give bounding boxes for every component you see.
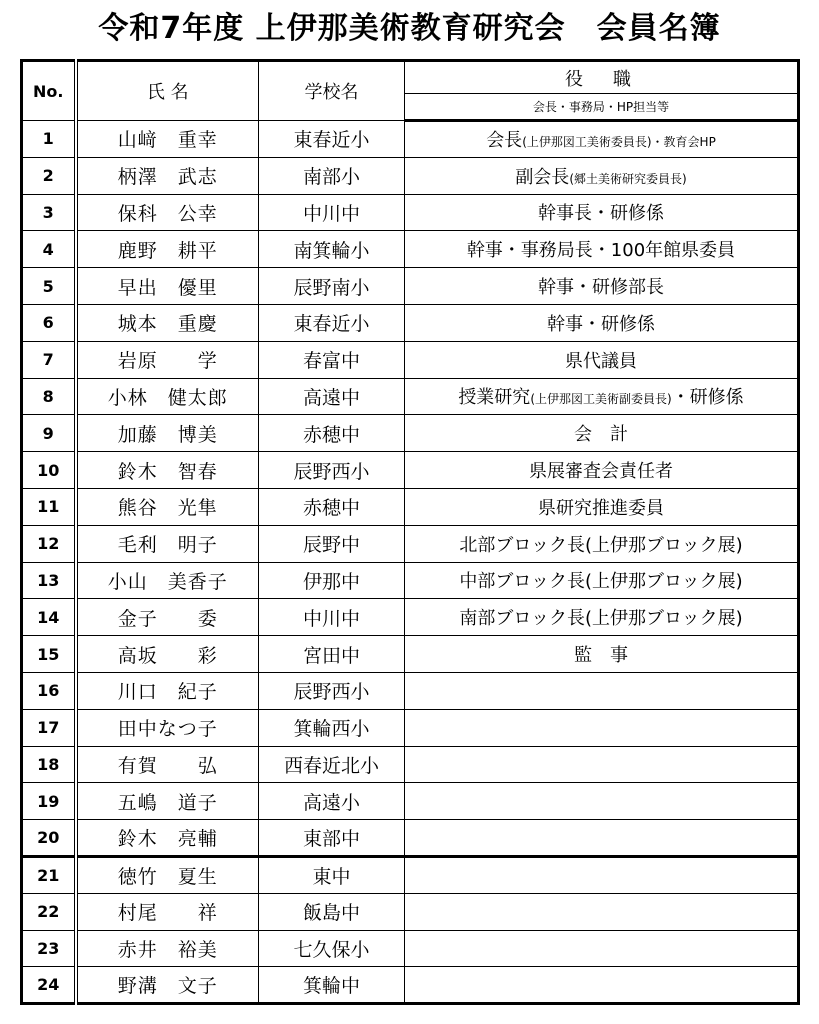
member-school: 東春近小 — [259, 121, 405, 158]
member-no: 6 — [22, 304, 76, 341]
member-no: 11 — [22, 488, 76, 525]
header-no: No. — [22, 61, 76, 121]
member-role — [405, 415, 799, 452]
member-name: 山﨑 重幸 — [76, 121, 259, 158]
member-name: 高坂 彩 — [76, 636, 259, 673]
member-no: 16 — [22, 672, 76, 709]
member-no: 1 — [22, 121, 76, 158]
member-role-text: 北部ブロック長(上伊那ブロック展) — [459, 534, 743, 556]
member-role-note: (上伊那図工美術委員長)・教育会HP — [522, 135, 716, 150]
table-row — [22, 488, 799, 525]
member-name: 野溝 文子 — [76, 967, 259, 1004]
member-role-text: 副会長 — [515, 166, 570, 188]
member-name: 加藤 博美 — [76, 415, 259, 452]
member-role — [405, 231, 799, 268]
member-role-text: 幹事・事務局長・100年館県委員 — [466, 240, 736, 262]
member-name: 有賀 弘 — [76, 746, 259, 783]
member-name: 毛利 明子 — [76, 525, 259, 562]
member-name: 鹿野 耕平 — [76, 231, 259, 268]
member-name: 徳竹 夏生 — [76, 856, 259, 893]
member-name: 田中なつ子 — [76, 709, 259, 746]
member-school: 南部小 — [259, 157, 405, 194]
table-row — [22, 157, 799, 194]
member-no: 4 — [22, 231, 76, 268]
member-no: 24 — [22, 967, 76, 1004]
member-role — [405, 268, 799, 305]
table-row — [22, 452, 799, 489]
member-no: 13 — [22, 562, 76, 599]
member-name: 保科 公幸 — [76, 194, 259, 231]
header-school: 学校名 — [259, 61, 405, 121]
member-school: 伊那中 — [259, 562, 405, 599]
member-role — [405, 709, 799, 746]
member-name: 城本 重慶 — [76, 304, 259, 341]
member-no: 22 — [22, 893, 76, 930]
table-row — [22, 967, 799, 1004]
member-role — [405, 820, 799, 857]
table-row — [22, 231, 799, 268]
table-row — [22, 525, 799, 562]
member-role-text: 幹事・研修部長 — [538, 277, 664, 299]
member-role-text: 幹事長・研修係 — [538, 203, 664, 225]
member-school: 辰野南小 — [259, 268, 405, 305]
member-school: 中川中 — [259, 194, 405, 231]
table-row — [22, 856, 799, 893]
member-school: 高遠小 — [259, 783, 405, 820]
roster-body — [22, 121, 799, 1004]
member-role-text: 幹事・研修係 — [547, 313, 655, 335]
table-row — [22, 820, 799, 857]
table-row — [22, 893, 799, 930]
member-role — [405, 452, 799, 489]
member-role — [405, 194, 799, 231]
table-row — [22, 672, 799, 709]
member-school: 辰野中 — [259, 525, 405, 562]
member-role-note: (郷土美術研究委員長) — [569, 171, 687, 186]
member-name: 赤井 裕美 — [76, 930, 259, 967]
table-row — [22, 709, 799, 746]
member-role-text: 会 計 — [574, 424, 628, 446]
member-name: 柄澤 武志 — [76, 157, 259, 194]
table-row — [22, 304, 799, 341]
header-role: 役 職 — [405, 61, 799, 94]
member-name: 五嶋 道子 — [76, 783, 259, 820]
member-school: 飯島中 — [259, 893, 405, 930]
member-no: 14 — [22, 599, 76, 636]
member-no: 7 — [22, 341, 76, 378]
member-school: 西春近北小 — [259, 746, 405, 783]
member-role — [405, 746, 799, 783]
member-no: 12 — [22, 525, 76, 562]
table-row — [22, 746, 799, 783]
page-title: 令和7年度 上伊那美術教育研究会 会員名簿 — [98, 11, 721, 46]
member-role — [405, 893, 799, 930]
member-no: 8 — [22, 378, 76, 415]
member-no: 23 — [22, 930, 76, 967]
member-school: 東春近小 — [259, 304, 405, 341]
member-school: 高遠中 — [259, 378, 405, 415]
member-role — [405, 856, 799, 893]
member-no: 10 — [22, 452, 76, 489]
member-name: 鈴木 智春 — [76, 452, 259, 489]
header-name: 氏 名 — [76, 61, 259, 121]
table-row — [22, 783, 799, 820]
member-no: 2 — [22, 157, 76, 194]
header-role-sub: 会長・事務局・HP担当等 — [405, 94, 799, 121]
table-row — [22, 930, 799, 967]
member-role — [405, 121, 799, 158]
member-role — [405, 967, 799, 1004]
member-school: 宮田中 — [259, 636, 405, 673]
member-no: 15 — [22, 636, 76, 673]
member-role — [405, 341, 799, 378]
member-school: 南箕輪小 — [259, 231, 405, 268]
member-no: 20 — [22, 820, 76, 857]
member-school: 辰野西小 — [259, 452, 405, 489]
member-role — [405, 636, 799, 673]
member-role-suffix: ・研修係 — [671, 387, 744, 409]
member-role-text: 県代議員 — [565, 350, 637, 372]
member-school: 箕輪西小 — [259, 709, 405, 746]
member-name: 鈴木 亮輔 — [76, 820, 259, 857]
table-row — [22, 341, 799, 378]
member-role — [405, 599, 799, 636]
table-row — [22, 599, 799, 636]
member-role-text: 授業研究 — [458, 387, 531, 409]
member-role — [405, 525, 799, 562]
table-row — [22, 636, 799, 673]
table-row — [22, 415, 799, 452]
member-name: 岩原 学 — [76, 341, 259, 378]
member-name: 村尾 祥 — [76, 893, 259, 930]
member-role-text: 県展審査会責任者 — [529, 461, 673, 483]
member-role-text: 会長 — [486, 130, 523, 152]
member-role — [405, 304, 799, 341]
member-school: 辰野西小 — [259, 672, 405, 709]
member-school: 赤穂中 — [259, 415, 405, 452]
table-row — [22, 194, 799, 231]
member-name: 川口 紀子 — [76, 672, 259, 709]
member-no: 3 — [22, 194, 76, 231]
member-role — [405, 157, 799, 194]
member-roster-table — [20, 59, 800, 1005]
member-role-text: 監 事 — [574, 645, 628, 667]
member-role — [405, 783, 799, 820]
member-school: 中川中 — [259, 599, 405, 636]
member-name: 小林 健太郎 — [76, 378, 259, 415]
member-school: 東部中 — [259, 820, 405, 857]
member-role — [405, 930, 799, 967]
member-role — [405, 378, 799, 415]
member-role — [405, 672, 799, 709]
table-row — [22, 562, 799, 599]
member-no: 21 — [22, 856, 76, 893]
member-role — [405, 488, 799, 525]
member-school: 七久保小 — [259, 930, 405, 967]
member-no: 17 — [22, 709, 76, 746]
member-name: 金子 委 — [76, 599, 259, 636]
member-school: 東中 — [259, 856, 405, 893]
member-role-text: 南部ブロック長(上伊那ブロック展) — [459, 608, 743, 630]
member-role-note: (上伊那図工美術副委員長) — [530, 392, 672, 407]
member-no: 18 — [22, 746, 76, 783]
member-no: 9 — [22, 415, 76, 452]
member-name: 熊谷 光隼 — [76, 488, 259, 525]
table-row — [22, 121, 799, 158]
member-role-text: 中部ブロック長(上伊那ブロック展) — [459, 571, 743, 593]
table-row — [22, 378, 799, 415]
member-school: 赤穂中 — [259, 488, 405, 525]
member-school: 箕輪中 — [259, 967, 405, 1004]
member-name: 早出 優里 — [76, 268, 259, 305]
table-row — [22, 268, 799, 305]
member-no: 5 — [22, 268, 76, 305]
member-name: 小山 美香子 — [76, 562, 259, 599]
member-role-text: 県研究推進委員 — [538, 497, 664, 519]
member-role — [405, 562, 799, 599]
member-school: 春富中 — [259, 341, 405, 378]
member-no: 19 — [22, 783, 76, 820]
